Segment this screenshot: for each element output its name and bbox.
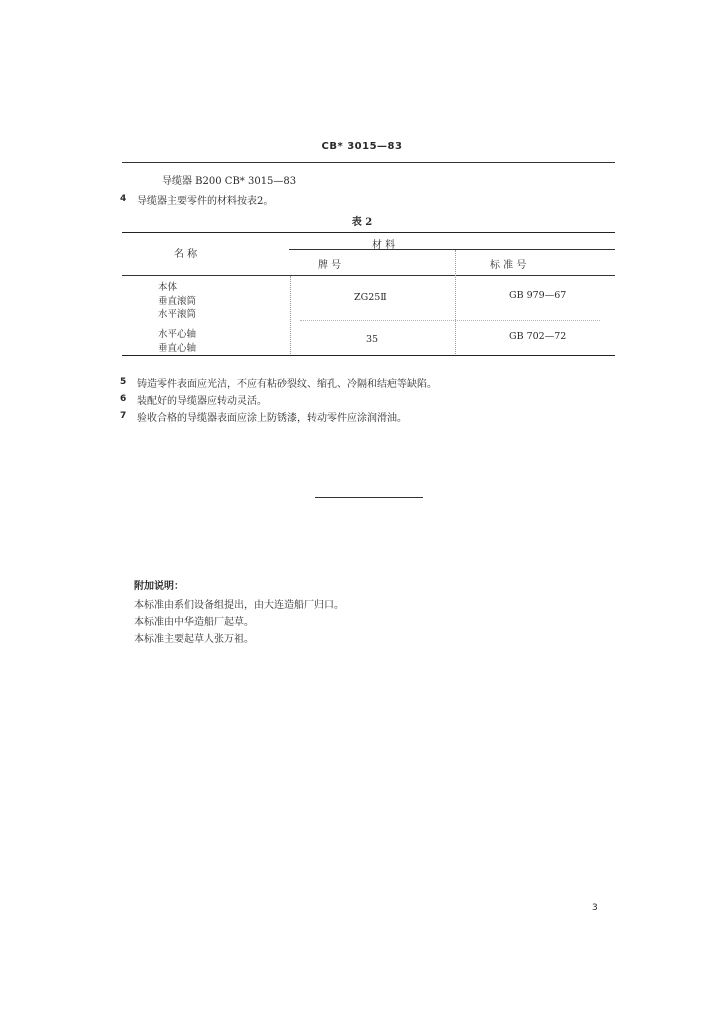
table-cell-grade: ZG25Ⅱ: [354, 292, 387, 303]
table-cell-standard-no: GB 702—72: [509, 331, 567, 342]
table-col-separator-name: [290, 276, 291, 354]
note-line: 本标准由中华造船厂起草。: [134, 617, 254, 628]
clause-6-number: 6: [120, 394, 127, 404]
table-title: 表 2: [351, 217, 373, 228]
clause-6-text: 装配好的导缆器应转动灵活。: [137, 396, 267, 407]
table-cell-name: 水平心轴: [158, 329, 197, 340]
table-bottom-rule: [122, 355, 615, 356]
col-header-standard-no: 标 准 号: [490, 260, 527, 271]
col-header-name: 名 称: [174, 249, 198, 260]
table-top-rule: [122, 232, 615, 233]
clause-4-text: 导缆器主要零件的材料按表2。: [137, 196, 274, 207]
table-col-separator-grade: [455, 250, 456, 354]
col-header-material: 材 料: [372, 240, 396, 251]
intro-title-line: 导缆器 B200 CB* 3015—83: [162, 176, 297, 187]
clause-5-number: 5: [120, 377, 127, 387]
table-cell-name: 垂直心轴: [158, 343, 197, 354]
table-cell-name: 水平滚筒: [158, 309, 197, 320]
note-line: 本标准由系们设备组提出，由大连造船厂归口。: [134, 600, 344, 611]
table-sub-header-rule: [289, 249, 615, 250]
header-rule: [122, 162, 615, 163]
table-cell-name: 垂直滚筒: [158, 296, 197, 307]
col-header-grade: 牌 号: [318, 260, 342, 271]
table-cell-standard-no: GB 979—67: [509, 290, 567, 301]
table-cell-grade: 35: [366, 334, 379, 345]
end-of-standard-rule: [315, 497, 423, 498]
clause-7-number: 7: [120, 411, 127, 421]
table-cell-name: 本体: [158, 282, 178, 293]
note-line: 本标准主要起草人张万祖。: [134, 634, 254, 645]
table-header-bottom-rule: [122, 275, 615, 276]
table-row-group-separator: [300, 320, 600, 321]
clause-5-text: 铸造零件表面应光洁，不应有粘砂裂纹、缩孔、冷隔和结疤等缺陷。: [137, 379, 437, 390]
standard-code-header: CB* 3015—83: [321, 141, 403, 152]
clause-7-text: 验收合格的导缆器表面应涂上防锈漆，转动零件应涂润滑油。: [137, 413, 407, 424]
clause-4-number: 4: [120, 194, 127, 204]
note-title: 附加说明：: [134, 581, 184, 592]
page-number: 3: [592, 903, 598, 913]
